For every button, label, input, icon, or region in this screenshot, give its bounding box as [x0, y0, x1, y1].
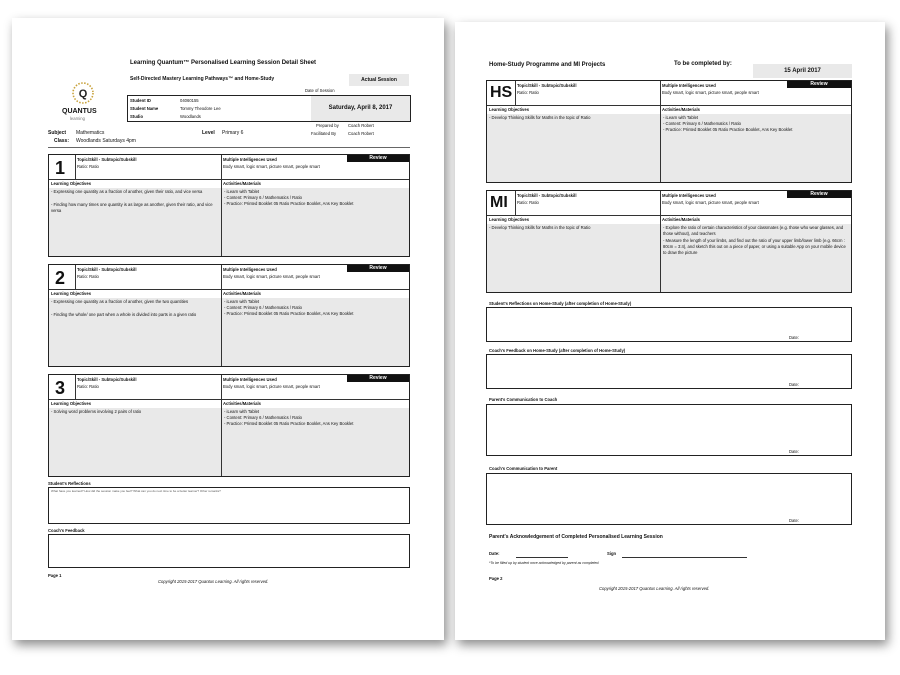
- student-reflections-box[interactable]: [486, 307, 852, 342]
- page-title: Home-Study Programme and MI Projects: [489, 62, 606, 68]
- actual-session-label: Actual Session: [349, 74, 409, 86]
- activity-2: - Measure the length of your limbs, and find out the ratio of your upper limb/lower limb (e.g. 66cm : 80cm = 3:4), and sketch this out on a piece of paper, or using a suitable App on your mobile device to draw the picture: [663, 238, 846, 255]
- divider: [487, 215, 851, 216]
- studio-value: Woodlands: [180, 114, 201, 119]
- activities-label: Activities/Materials: [662, 107, 700, 112]
- coach-communication-box[interactable]: [486, 473, 852, 525]
- activity-1: - Explore the ratio of certain characteristics of your classmates (e.g. those who wear glasses, and those without), and teachers: [663, 225, 844, 236]
- activities-area: [661, 224, 851, 292]
- mi-label: Multiple Intelligences Used: [662, 193, 716, 198]
- divider: [75, 155, 76, 179]
- student-name-value: Tommy Theodore Lee: [180, 106, 221, 111]
- class-value: Woodlands Saturdays 4pm: [76, 138, 136, 144]
- svg-text:Q: Q: [78, 88, 88, 100]
- review-header: Review: [347, 375, 409, 382]
- home-study-block: [486, 80, 852, 183]
- learning-objectives-label: Learning Objectives: [51, 401, 92, 406]
- mi-value: Body smart, logic smart, picture smart, people smart: [223, 384, 320, 389]
- activities-label: Activities/Materials: [223, 181, 261, 186]
- activities-label: Activities/Materials: [223, 291, 261, 296]
- completion-date: 15 April 2017: [753, 64, 852, 78]
- page-2: [455, 22, 885, 640]
- activities-area: [222, 298, 409, 366]
- acknowledgement-title: Parent's Acknowledgement of Completed Personalised Learning Session: [489, 534, 663, 540]
- review-header: Review: [347, 265, 409, 272]
- ack-date-label: Date:: [489, 551, 500, 556]
- activity-1: - iLearn with Tablet: [663, 115, 699, 120]
- subject-label: Subject: [48, 130, 67, 136]
- block-number: 2: [55, 268, 66, 288]
- hs-badge: HS: [490, 84, 513, 101]
- student-id-label: Student ID: [130, 98, 151, 103]
- level-label: Level: [202, 130, 215, 136]
- session-block-1: [48, 154, 410, 257]
- page-title: Learning Quantum™ Personalised Learning Session Detail Sheet: [130, 60, 317, 66]
- mi-label: Multiple Intelligences Used: [662, 83, 716, 88]
- prepared-by-label: Prepared by: [316, 123, 339, 128]
- date-label: Date:: [789, 449, 800, 454]
- objectives-area: [487, 224, 660, 292]
- objectives-area: [487, 114, 660, 182]
- logo-subtext: learning: [70, 116, 85, 121]
- date-label: Date:: [789, 518, 800, 523]
- to-be-completed-label: To be completed by:: [674, 61, 732, 67]
- topic-label: Topic/Skill - Subtopic/Subskill: [517, 83, 577, 88]
- session-block-2: [48, 264, 410, 367]
- topic-label: Topic/Skill - Subtopic/Subskill: [77, 267, 137, 272]
- divider: [49, 289, 409, 290]
- activities-label: Activities/Materials: [662, 217, 700, 222]
- student-reflections-label: Student's Reflections on Home-Study (after completion of Home-Study): [489, 301, 632, 306]
- mi-value: Body smart, logic smart, picture smart, people smart: [223, 164, 320, 169]
- objectives-area: [49, 298, 221, 366]
- topic-label: Topic/Skill - Subtopic/Subskill: [77, 157, 137, 162]
- date-of-session-label: Date of Session: [305, 88, 335, 93]
- facilitated-by-label: Facilitated By: [311, 131, 337, 136]
- page-number: Page 2: [489, 576, 503, 581]
- objective-1: - Develop Thinking Skills for Maths in the topic of Ratio: [489, 115, 591, 120]
- activity-3: - Practice: Printed Booklet 05 Ratio Practice Booklet, Ans Key Booklet: [224, 311, 354, 316]
- parent-communication-box[interactable]: [486, 404, 852, 456]
- topic-label: Topic/Skill - Subtopic/Subskill: [517, 193, 577, 198]
- page-1: [12, 18, 444, 640]
- review-header: Review: [347, 155, 409, 162]
- block-number: 1: [55, 158, 66, 178]
- quantus-logo-icon: [70, 80, 96, 106]
- ack-note: *To be filled up by student once acknowledged by parent as completed.: [489, 561, 600, 565]
- activity-3: - Practice: Printed Booklet 05 Ratio Practice Booklet, Ans Key Booklet: [663, 127, 793, 132]
- reflections-box[interactable]: [48, 487, 410, 524]
- student-name-label: Student Name: [130, 106, 159, 111]
- mi-value: Body smart, logic smart, picture smart, people smart: [662, 90, 759, 95]
- objectives-area: [49, 188, 221, 256]
- mi-value: Body smart, logic smart, picture smart, people smart: [223, 274, 320, 279]
- studio-label: Studio: [130, 114, 144, 119]
- learning-objectives-label: Learning Objectives: [51, 181, 92, 186]
- topic-value: Ratio: Ratio: [77, 274, 99, 279]
- topic-value: Ratio: Ratio: [517, 200, 539, 205]
- objective-2: - Finding the whole/ one part when a whole is divided into parts in a given ratio: [51, 312, 197, 317]
- activity-3: - Practice: Printed Booklet 05 Ratio Practice Booklet, Ans Key Booklet: [224, 421, 354, 426]
- objective-1: - Expressing one quantity as a fraction of another, given the two quantities: [51, 299, 189, 304]
- ack-sign-line[interactable]: [622, 557, 747, 558]
- level-value: Primary 6: [222, 130, 244, 136]
- reflections-label: Student's Reflections: [48, 481, 91, 486]
- mi-label: Multiple Intelligences Used: [223, 267, 277, 272]
- learning-objectives-label: Learning Objectives: [489, 217, 530, 222]
- divider: [49, 399, 409, 400]
- copyright: Copyright 2015-2017 Quantus Learning. All rights reserved.: [158, 579, 269, 584]
- activities-area: [222, 408, 409, 476]
- header-divider: [48, 147, 410, 148]
- learning-objectives-label: Learning Objectives: [489, 107, 530, 112]
- activities-area: [661, 114, 851, 182]
- divider: [515, 191, 516, 215]
- mi-project-block: [486, 190, 852, 293]
- objective-1: - Develop Thinking Skills for Maths in the topic of Ratio: [489, 225, 591, 230]
- coach-communication-label: Coach's Communication to Parent: [489, 466, 558, 471]
- mi-label: Multiple Intelligences Used: [223, 377, 277, 382]
- divider: [515, 81, 516, 105]
- objectives-area: [49, 408, 221, 476]
- objective-1: - Solving word problems involving 2 pairs of ratio: [51, 409, 142, 414]
- ack-sign-label: Sign: [607, 551, 617, 556]
- student-info-table: [127, 95, 411, 122]
- coach-feedback-box[interactable]: [486, 354, 852, 389]
- activity-3: - Practice: Printed Booklet 05 Ratio Practice Booklet, Ans Key Booklet: [224, 201, 354, 206]
- facilitated-by-name: Coach Robert: [348, 131, 374, 136]
- activity-1: - iLearn with Tablet: [224, 409, 260, 414]
- copyright: Copyright 2015-2017 Quantus Learning. All rights reserved.: [599, 586, 710, 591]
- page-subtitle: Self-Directed Mastery Learning Pathways™ and Home-Study: [130, 76, 275, 82]
- student-id-value: 04060155: [180, 98, 199, 103]
- ack-date-line[interactable]: [516, 557, 568, 558]
- review-header: Review: [787, 191, 851, 198]
- date-label: Date:: [789, 382, 800, 387]
- block-number: 3: [55, 378, 66, 398]
- activities-area: [222, 188, 409, 256]
- date-label: Date:: [789, 335, 800, 340]
- mi-value: Body smart, logic smart, picture smart, people smart: [662, 200, 759, 205]
- activity-1: - iLearn with Tablet: [224, 299, 260, 304]
- divider: [487, 105, 851, 106]
- objective-2: - Finding how many times one quantity is as large as another, given their ratio, and vice versa: [51, 202, 213, 213]
- activities-label: Activities/Materials: [223, 401, 261, 406]
- session-date: Saturday, April 8, 2017: [311, 96, 410, 121]
- session-block-3: [48, 374, 410, 477]
- coach-feedback-label: Coach's Feedback on Home-Study (after completion of Home-Study): [489, 348, 626, 353]
- topic-label: Topic/Skill - Subtopic/Subskill: [77, 377, 137, 382]
- prepared-by-name: Coach Robert: [348, 123, 374, 128]
- activity-1: - iLearn with Tablet: [224, 189, 260, 194]
- divider: [75, 375, 76, 399]
- learning-objectives-label: Learning Objectives: [51, 291, 92, 296]
- objective-1: - Expressing one quantity as a fraction of another, given their ratio, and vice versa: [51, 189, 203, 194]
- coach-feedback-box[interactable]: [48, 534, 410, 568]
- topic-value: Ratio: Ratio: [517, 90, 539, 95]
- page-number: Page 1: [48, 573, 62, 578]
- reflections-hint: What have you learned? How did the session make you feel? What can you do next time to be a better learner? Other remarks?: [51, 489, 221, 493]
- activity-2: - Content: Primary 6 / Mathematics / Ratio: [224, 305, 302, 310]
- mi-label: Multiple Intelligences Used: [223, 157, 277, 162]
- topic-value: Ratio: Ratio: [77, 164, 99, 169]
- logo-name: QUANTUS: [62, 108, 97, 115]
- coach-feedback-label: Coach's Feedback: [48, 528, 85, 533]
- class-label: Class:: [54, 138, 70, 144]
- parent-communication-label: Parent's Communication to Coach: [489, 397, 558, 402]
- mi-badge: MI: [490, 194, 508, 211]
- divider: [49, 179, 409, 180]
- review-header: Review: [787, 81, 851, 88]
- topic-value: Ratio: Ratio: [77, 384, 99, 389]
- divider: [75, 265, 76, 289]
- subject-value: Mathematics: [76, 130, 105, 136]
- activity-2: - Content: Primary 6 / Mathematics / Ratio: [224, 195, 302, 200]
- activity-2: - Content: Primary 6 / Mathematics / Ratio: [224, 415, 302, 420]
- activity-2: - Content: Primary 6 / Mathematics / Ratio: [663, 121, 741, 126]
